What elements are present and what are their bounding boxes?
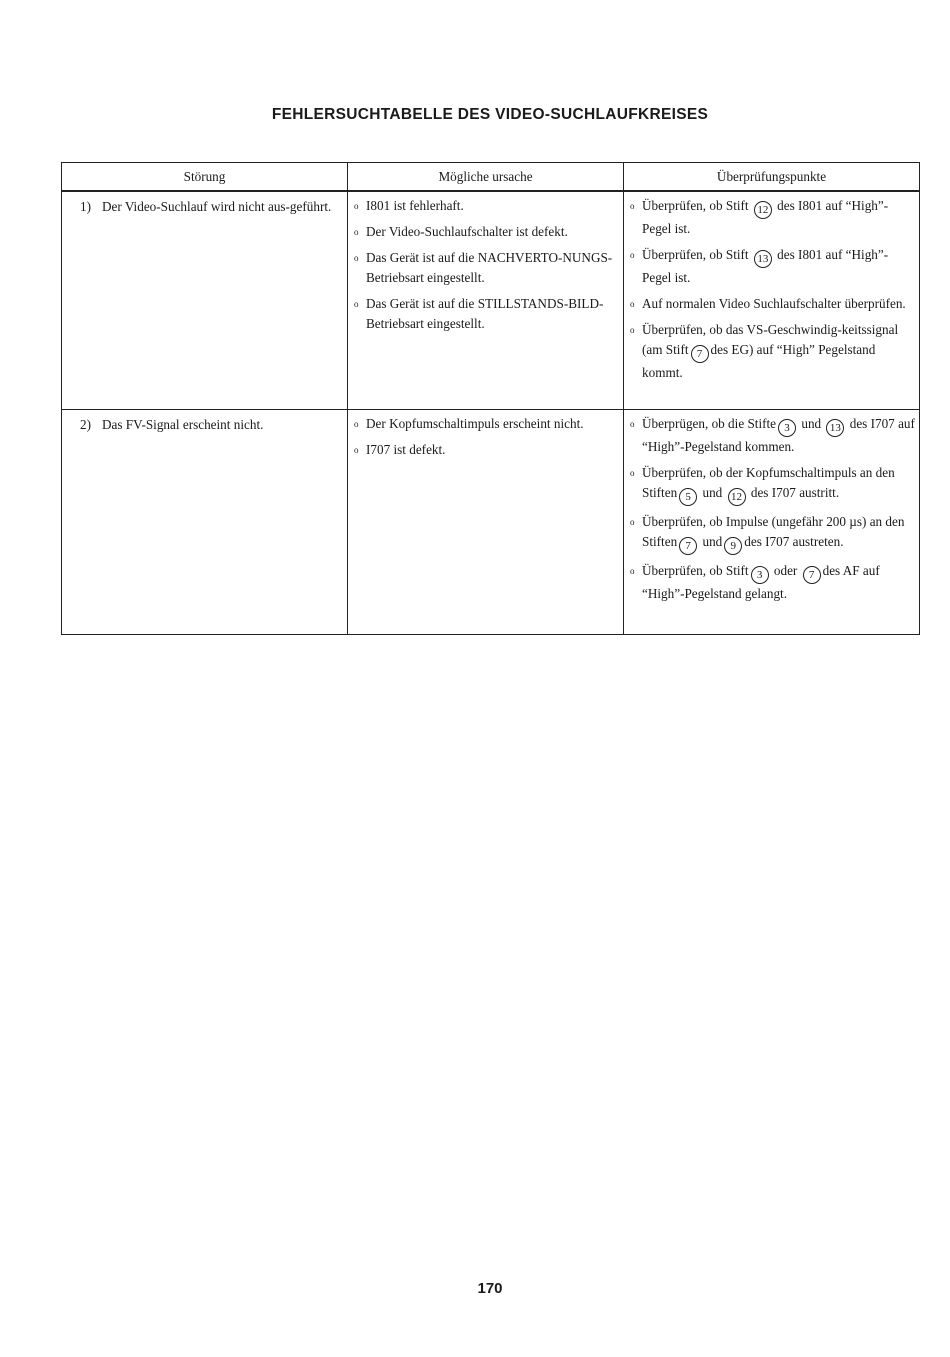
bullet-icon: o xyxy=(630,201,635,211)
symptom-text: Der Video-Suchlauf wird nicht aus-geführt. xyxy=(102,199,332,214)
check-item xyxy=(630,463,915,506)
pin-number-circle: 13 xyxy=(826,419,844,437)
check-text: Auf normalen Video Suchlaufschalter überprüfen. xyxy=(642,296,906,311)
bullet-icon: o xyxy=(354,419,359,429)
bullet-icon: o xyxy=(354,445,359,455)
page-title: FEHLERSUCHTABELLE DES VIDEO-SUCHLAUFKREISES xyxy=(271,106,709,123)
bullet-icon: o xyxy=(630,517,635,527)
header-check-points: Überprüfungspunkte xyxy=(624,163,920,192)
pin-number-circle: 7 xyxy=(679,537,697,555)
header-possible-cause: Mögliche ursache xyxy=(348,163,624,192)
pin-number-circle: 3 xyxy=(751,566,769,584)
table-row xyxy=(62,410,920,635)
pin-number-circle: 12 xyxy=(754,201,772,219)
check-text: Überprüfen, ob das VS-Geschwindig-keitssignal (am Stift 7 des EG) auf “High” Pegelstand kommt. xyxy=(642,322,899,380)
table-header-row xyxy=(62,163,920,192)
cause-text: Der Video-Suchlaufschalter ist defekt. xyxy=(366,224,568,239)
bullet-icon: o xyxy=(630,566,635,576)
page-number: 170 xyxy=(477,1280,503,1297)
bullet-icon: o xyxy=(354,253,359,263)
symptom-cell xyxy=(62,410,348,635)
cause-text: I801 ist fehlerhaft. xyxy=(366,198,464,213)
check-text: Überprüfen, ob Stift 3 oder 7 des AF auf “High”-Pegelstand gelangt. xyxy=(642,563,880,601)
symptom-text: Das FV-Signal erscheint nicht. xyxy=(102,417,264,432)
check-text: Überprüfen, ob Impulse (ungefähr 200 µs) an den Stiften 7 und 9 des I707 austreten. xyxy=(642,512,915,555)
symptom-number: 1) xyxy=(80,199,91,214)
cause-cell xyxy=(348,191,624,410)
check-text: Überprüfen, ob Stift 13 des I801 auf “High”-Pegel ist. xyxy=(642,247,889,285)
cause-cell xyxy=(348,410,624,635)
check-item xyxy=(630,512,915,555)
symptom-cell xyxy=(62,191,348,410)
check-item xyxy=(630,320,915,383)
symptom xyxy=(68,414,343,435)
cause-text: Das Gerät ist auf die NACHVERTO-NUNGS-Betriebsart eingestellt. xyxy=(366,250,613,285)
pin-number-circle: 3 xyxy=(778,419,796,437)
check-text: Überprüfen, ob Stift 12 des I801 auf “High”-Pegel ist. xyxy=(642,198,889,236)
bullet-icon: o xyxy=(354,299,359,309)
bullet-icon: o xyxy=(630,325,635,335)
bullet-icon: o xyxy=(354,201,359,211)
check-item xyxy=(630,245,915,288)
check-item xyxy=(630,196,915,239)
check-item xyxy=(630,414,915,457)
cause-item xyxy=(354,440,619,460)
pin-number-circle: 13 xyxy=(754,250,772,268)
pin-number-circle: 7 xyxy=(803,566,821,584)
pin-number-circle: 5 xyxy=(679,488,697,506)
cause-text: Das Gerät ist auf die STILLSTANDS-BILD-Betriebsart eingestellt. xyxy=(366,296,604,331)
cause-text: I707 ist defekt. xyxy=(366,442,446,457)
cause-item xyxy=(354,248,619,288)
pin-number-circle: 9 xyxy=(724,537,742,555)
cause-item xyxy=(354,196,619,216)
check-item xyxy=(630,561,915,604)
check-cell xyxy=(624,191,920,410)
bullet-icon: o xyxy=(630,468,635,478)
bullet-icon: o xyxy=(354,227,359,237)
cause-text: Der Kopfumschaltimpuls erscheint nicht. xyxy=(366,416,584,431)
header-symptom: Störung xyxy=(62,163,348,192)
symptom-number: 2) xyxy=(80,417,91,432)
table-row xyxy=(62,191,920,410)
cause-item xyxy=(354,294,619,334)
check-cell xyxy=(624,410,920,635)
troubleshooting-table xyxy=(61,162,920,635)
pin-number-circle: 7 xyxy=(691,345,709,363)
bullet-icon: o xyxy=(630,299,635,309)
bullet-icon: o xyxy=(630,250,635,260)
check-text: Überprügen, ob die Stifte 3 und 13 des I707 auf “High”-Pegelstand kommen. xyxy=(642,416,915,454)
bullet-icon: o xyxy=(630,419,635,429)
pin-number-circle: 12 xyxy=(728,488,746,506)
check-text: Überprüfen, ob der Kopfumschaltimpuls an den Stiften 5 und 12 des I707 austritt. xyxy=(642,463,915,506)
check-item xyxy=(630,294,915,314)
symptom xyxy=(68,196,343,217)
cause-item xyxy=(354,414,619,434)
cause-item xyxy=(354,222,619,242)
